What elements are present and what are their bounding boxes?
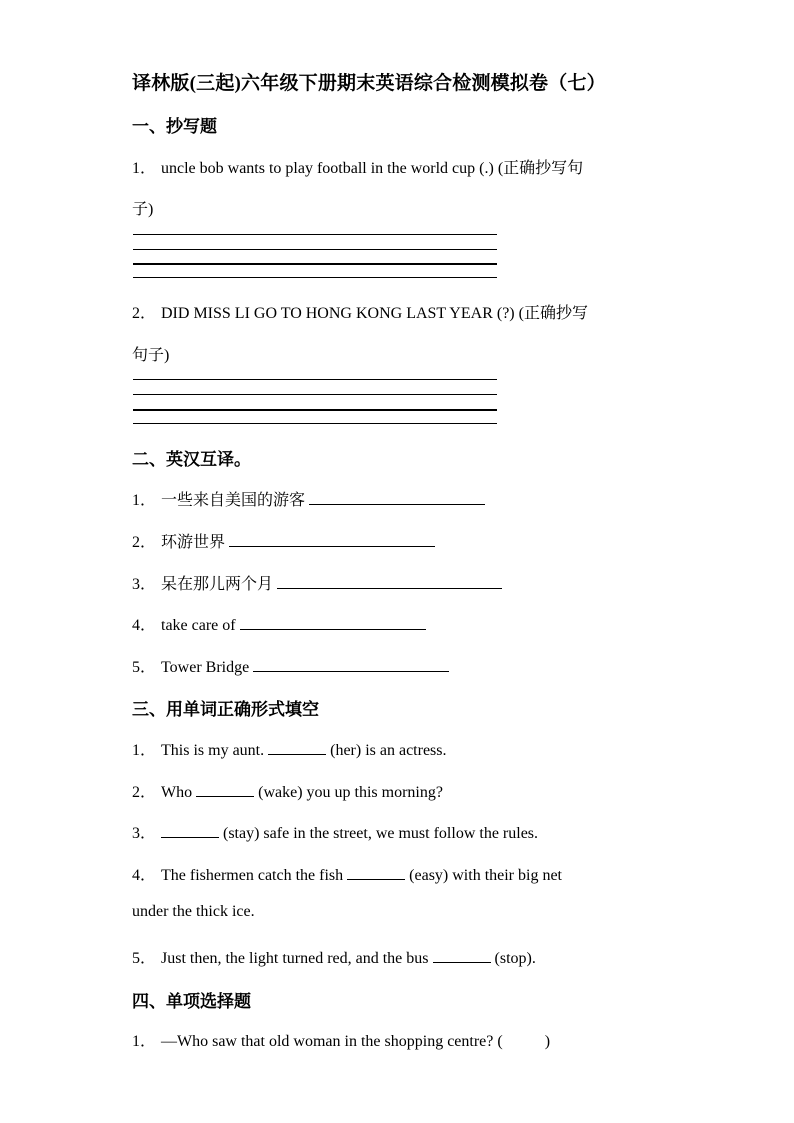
sentence-start: This is my aunt. <box>161 742 269 759</box>
sentence-end: (her) is an actress. <box>330 742 447 759</box>
question-number: 3． <box>132 576 157 593</box>
answer-blank[interactable] <box>196 782 254 797</box>
question-number: 1． <box>132 742 157 759</box>
copy-question-1 <box>132 155 583 178</box>
section-heading-copying: 一、抄写题 <box>132 117 217 136</box>
sentence-end: (stay) safe in the street, we must follow the rules. <box>223 825 539 842</box>
sentence-start: The fishermen catch the fish <box>161 867 348 884</box>
choice-question-1 <box>132 1028 550 1051</box>
question-number: 1． <box>132 1033 157 1050</box>
section-heading-word-forms: 三、用单词正确形式填空 <box>132 700 319 719</box>
translation-prompt: 一些来自美国的游客 <box>161 492 310 509</box>
sentence-start: Just then, the light turned red, and the bus <box>161 950 433 967</box>
section-heading-multiple-choice: 四、单项选择题 <box>132 992 251 1011</box>
question-number: 2． <box>132 305 157 322</box>
question-number: 2． <box>132 534 157 551</box>
question-number: 4． <box>132 867 157 884</box>
translation-item-4 <box>132 612 426 635</box>
copy-question-1-continued: 子) <box>132 201 154 218</box>
sentence-end: (wake) you up this morning? <box>258 784 443 801</box>
writing-line <box>133 423 497 424</box>
copy-question-1-text: uncle bob wants to play football in the world cup (.) (正确抄写句 <box>161 160 584 177</box>
fill-blank-item-4 <box>132 862 562 885</box>
question-number: 2． <box>132 784 157 801</box>
question-number: 5． <box>132 659 157 676</box>
translation-prompt: take care of <box>161 617 240 634</box>
closing-bracket: ) <box>544 1033 551 1050</box>
translation-prompt: 呆在那儿两个月 <box>161 576 278 593</box>
writing-line <box>133 277 497 278</box>
answer-blank[interactable] <box>240 615 426 630</box>
question-number: 1． <box>132 492 157 509</box>
answer-blank[interactable] <box>347 865 405 880</box>
sentence-end: (easy) with their big net <box>409 867 562 884</box>
question-number: 4． <box>132 617 157 634</box>
fill-blank-item-1 <box>132 737 447 760</box>
question-number: 1． <box>132 160 157 177</box>
answer-blank[interactable] <box>253 657 449 672</box>
fill-blank-item-4-continued: under the thick ice. <box>132 903 255 920</box>
question-number: 5． <box>132 950 157 967</box>
translation-item-2 <box>132 529 435 552</box>
answer-blank[interactable] <box>229 532 435 547</box>
writing-line <box>133 394 497 395</box>
sentence-start: Who <box>161 784 197 801</box>
answer-blank[interactable] <box>277 574 502 589</box>
translation-prompt: Tower Bridge <box>161 659 254 676</box>
translation-item-3 <box>132 571 502 594</box>
writing-line <box>133 234 497 235</box>
fill-blank-item-2 <box>132 779 443 802</box>
page-title: 译林版(三起)六年级下册期末英语综合检测模拟卷（七） <box>132 73 606 94</box>
answer-blank[interactable] <box>161 823 219 838</box>
answer-blank[interactable] <box>309 490 485 505</box>
answer-blank[interactable] <box>268 740 326 755</box>
translation-item-5 <box>132 654 449 677</box>
writing-line <box>133 379 497 380</box>
choice-question-text: —Who saw that old woman in the shopping centre? ( <box>161 1033 503 1050</box>
fill-blank-item-5 <box>132 945 536 968</box>
copy-question-2 <box>132 300 588 323</box>
question-number: 3． <box>132 825 157 842</box>
copy-question-2-continued: 句子) <box>132 347 170 364</box>
copy-question-2-text: DID MISS LI GO TO HONG KONG LAST YEAR (?) (正确抄写 <box>161 305 588 322</box>
fill-blank-item-3 <box>132 820 538 843</box>
writing-line <box>133 263 497 265</box>
answer-blank[interactable] <box>433 948 491 963</box>
writing-line <box>133 409 497 411</box>
translation-prompt: 环游世界 <box>161 534 230 551</box>
writing-line <box>133 249 497 250</box>
section-heading-translation: 二、英汉互译。 <box>132 450 251 469</box>
translation-item-1 <box>132 487 485 510</box>
sentence-end: (stop). <box>494 950 536 967</box>
